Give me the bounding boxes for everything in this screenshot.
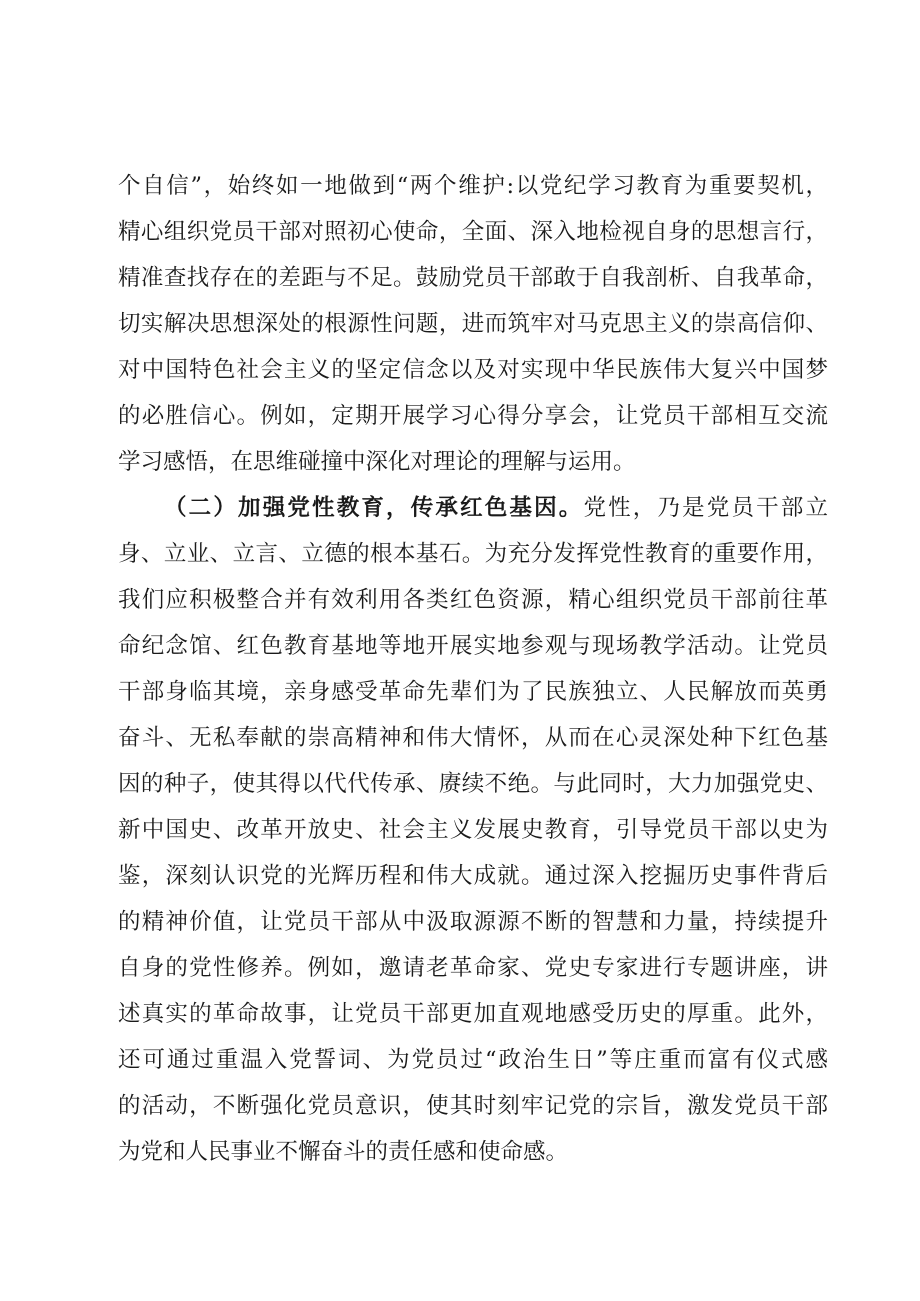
paragraph-first-line	[118, 485, 828, 531]
paragraph-line: 个自信”，始终如一地做到“两个维护:以党纪学习教育为重要契机，	[118, 173, 828, 199]
paragraph-line: 对中国特色社会主义的坚定信念以及对实现中华民族伟大复兴中国梦	[118, 357, 828, 383]
paragraph-line-rest: 党性，乃是党员干部立	[583, 495, 828, 521]
paragraph-line: 的活动，不断强化党员意识，使其时刻牢记党的宗旨，激发党员干部	[118, 1093, 828, 1119]
paragraph-line: 的精神价值，让党员干部从中汲取源源不断的智慧和力量，持续提升	[118, 909, 828, 935]
paragraph-line: 命纪念馆、红色教育基地等地开展实地参观与现场教学活动。让党员	[118, 633, 828, 659]
paragraph-line: 因的种子，使其得以代代传承、赓续不绝。与此同时，大力加强党史、	[118, 771, 828, 797]
paragraph-1	[118, 163, 828, 485]
paragraph-line: 奋斗、无私奉献的崇高精神和伟大情怀，从而在心灵深处种下红色基	[118, 725, 828, 751]
paragraph-line: 的必胜信心。例如，定期开展学习心得分享会，让党员干部相互交流	[118, 403, 828, 429]
paragraph-line: 我们应积极整合并有效利用各类红色资源，精心组织党员干部前往革	[118, 587, 828, 613]
paragraph-line: 干部身临其境，亲身感受革命先辈们为了民族独立、人民解放而英勇	[118, 679, 828, 705]
paragraph-line: 还可通过重温入党誓词、为党员过“政治生日”等庄重而富有仪式感	[118, 1047, 828, 1073]
paragraph-line: 精心组织党员干部对照初心使命，全面、深入地检视自身的思想言行，	[118, 219, 828, 245]
paragraph-line: 述真实的革命故事，让党员干部更加直观地感受历史的厚重。此外，	[118, 1001, 828, 1027]
paragraph-line: 鉴，深刻认识党的光辉历程和伟大成就。通过深入挖掘历史事件背后	[118, 863, 828, 889]
section-heading: （二）加强党性教育，传承红色基因。	[164, 495, 584, 521]
paragraph-line: 精准查找存在的差距与不足。鼓励党员干部敢于自我剖析、自我革命，	[118, 265, 828, 291]
paragraph-line: 自身的党性修养。例如，邀请老革命家、党史专家进行专题讲座，讲	[118, 955, 828, 981]
paragraph-line: 切实解决思想深处的根源性问题，进而筑牢对马克思主义的崇高信仰、	[118, 311, 828, 337]
paragraph-line: 新中国史、改革开放史、社会主义发展史教育，引导党员干部以史为	[118, 817, 828, 843]
paragraph-line: 身、立业、立言、立德的根本基石。为充分发挥党性教育的重要作用，	[118, 541, 828, 567]
paragraph-line: 学习感悟，在思维碰撞中深化对理论的理解与运用。	[118, 449, 636, 475]
paragraph-line: 为党和人民事业不懈奋斗的责任感和使命感。	[118, 1139, 569, 1165]
paragraph-2	[118, 485, 828, 1175]
